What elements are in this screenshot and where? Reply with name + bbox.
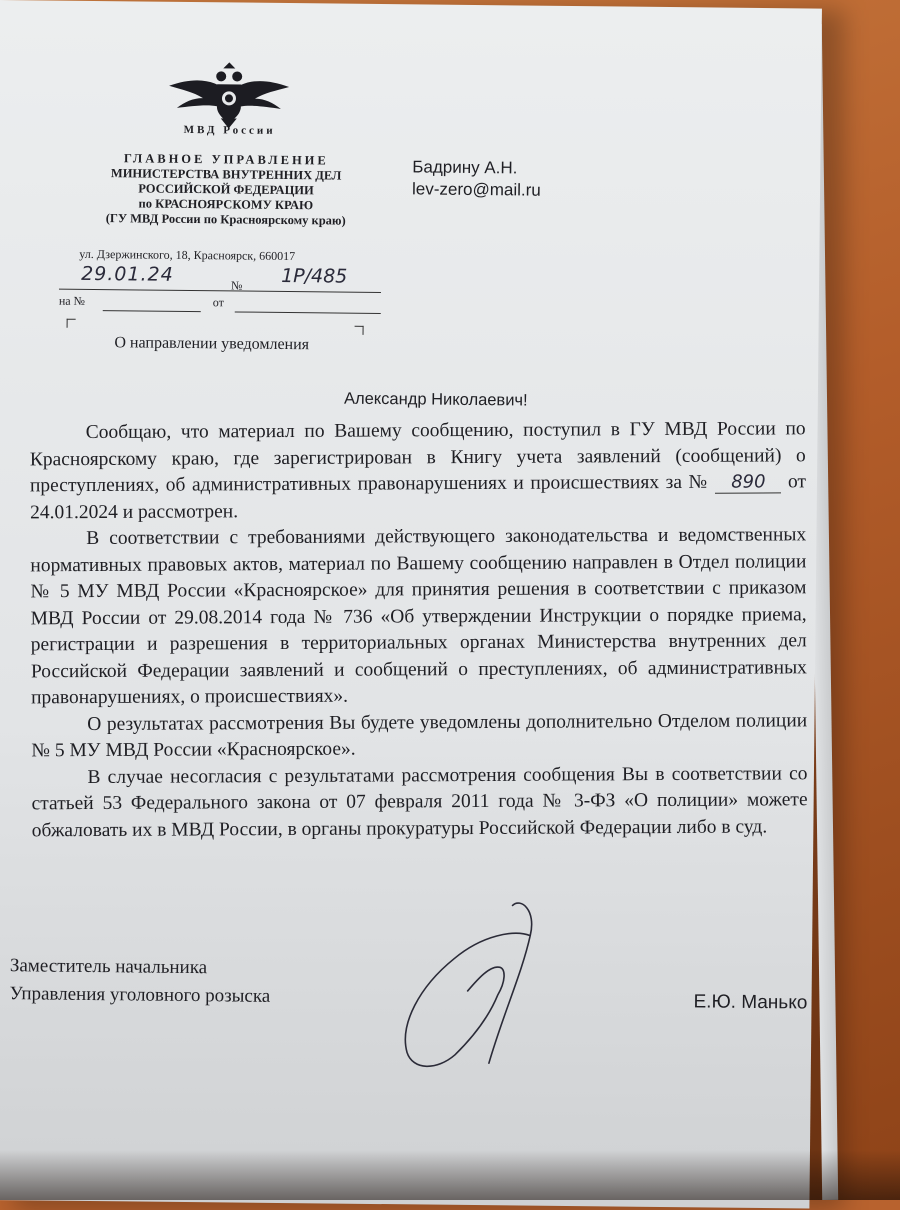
reference-date-label: от <box>212 295 225 310</box>
body-paragraph: В соответствии с требованиями действующего законодательства и ведомственных нормативных правовых актов, материал по Вашему сообщению направлен в Отдел полиции № 5 МУ МВД России «Красноярское» для принятия решения в соответствии с приказом МВД России от 29.08.2014 года № 736 «Об утверждении Инструкции о порядке приема, регистрации и разрешения в территориальных органах Министерства внутренних дел Российской Федерации заявлений и сообщений о преступлениях, об административных правонарушениях, о происшествиях». <box>30 524 807 709</box>
letter-subject: О направлении уведомления <box>114 334 310 354</box>
registration-number-label: № <box>230 278 243 293</box>
registration-date: 29.01.24 <box>81 262 174 286</box>
signer-title <box>9 952 270 1011</box>
ministry-short-name: МВД России <box>183 123 276 137</box>
salutation: Александр Николаевич! <box>343 389 528 410</box>
issuer-line: ГЛАВНОЕ УПРАВЛЕНИЕ <box>123 151 329 168</box>
issuer-line: МИНИСТЕРСТВА ВНУТРЕННИХ ДЕЛ <box>110 166 342 183</box>
issuer-line: РОССИЙСКОЙ ФЕДЕРАЦИИ <box>138 181 314 198</box>
body-text-segment: от 24.01.2024 и рассмотрен. <box>30 471 807 523</box>
registration-line <box>59 263 381 293</box>
reference-number-blank <box>103 310 201 312</box>
recipient-name: Бадрину А.Н. <box>412 157 518 178</box>
issuer-line: (ГУ МВД России по Красноярскому краю) <box>105 211 346 228</box>
body-paragraph: О результатах рассмотрения Вы будете уведомлены дополнительно Отделом полиции № 5 МУ МВД России «Красноярское». <box>31 709 808 762</box>
subject-corner-mark <box>355 326 364 335</box>
reference-line <box>59 293 381 314</box>
signer-title-line: Управления уголовного розыска <box>9 983 271 1007</box>
issuer-header <box>56 151 397 230</box>
handwritten-case-number: 890 <box>715 472 781 493</box>
floor-shadow <box>0 1150 900 1200</box>
handwritten-signature <box>393 894 555 1076</box>
letter-body <box>30 416 808 844</box>
signer-title-line: Заместитель начальника <box>9 955 208 979</box>
signer-name: Е.Ю. Манько <box>693 991 808 1014</box>
body-paragraph <box>30 416 807 526</box>
eagle-emblem-icon <box>167 62 292 129</box>
recipient-block <box>412 156 541 201</box>
issuer-address: ул. Дзержинского, 18, Красноярск, 660017 <box>79 246 296 264</box>
body-paragraph: В случае несогласия с результатами рассмотрения сообщения Вы в соответствии со статьей 53 Федерального закона от 07 февраля 2011 года № 3-ФЗ «О полиции» можете обжаловать их в МВД России, в органы прокуратуры Российской Федерации либо в суд. <box>31 762 808 841</box>
body-text-segment: Сообщаю, что материал по Вашему сообщению, поступил в ГУ МВД России по Красноярскому краю, где зарегистрирован в Книгу учета заявлений (сообщений) о преступлениях, об административных правонарушениях и происшествиях за № <box>29 418 806 497</box>
recipient-email: lev-zero@mail.ru <box>411 179 541 200</box>
reference-date-blank <box>235 311 381 314</box>
subject-corner-mark <box>67 319 76 328</box>
issuer-line: по КРАСНОЯРСКОМУ КРАЮ <box>138 196 314 213</box>
reference-number-label: на № <box>58 293 86 308</box>
registration-number: 1Р/485 <box>281 264 348 288</box>
